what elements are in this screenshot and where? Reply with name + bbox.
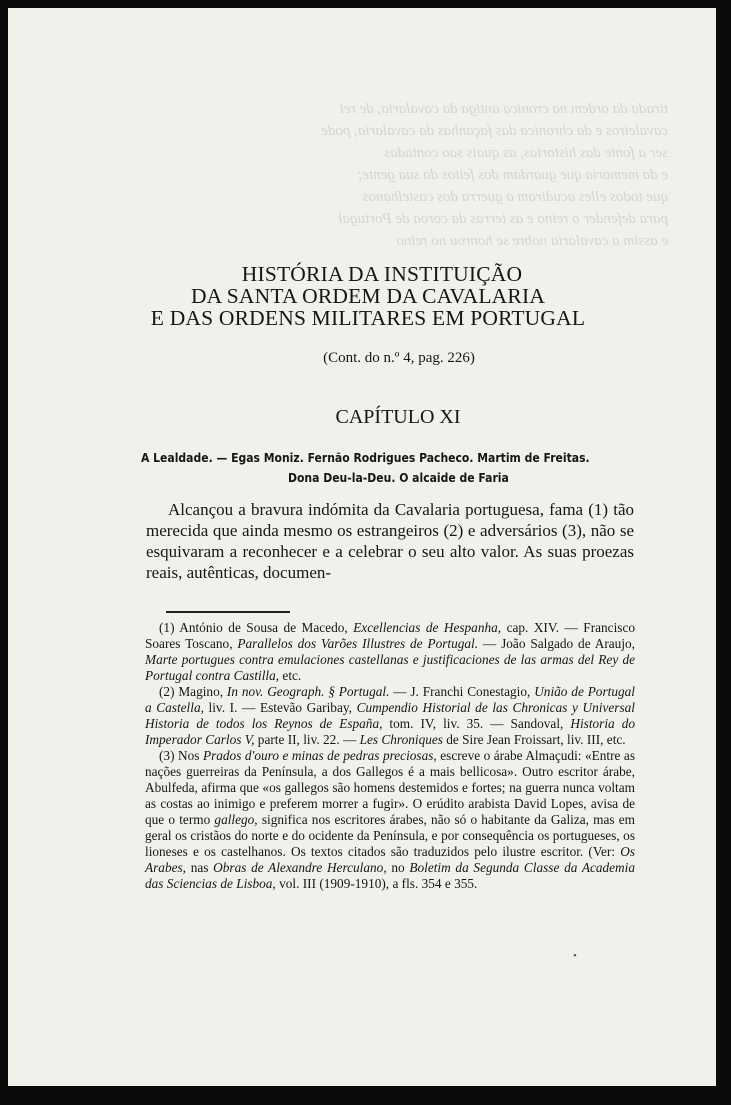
title-line-3: E DAS ORDENS MILITARES EM PORTUGAL — [150, 306, 586, 330]
document-page — [8, 8, 716, 1086]
footnote-3: (3) Nos Prados d'ouro e minas de pedras preciosas, escreve o árabe Almaçudi: «Entre as nações guerreiras da Península, a dos Gallegos é a mais bellicosa». Outro escritor árabe, Abulfeda, afirma que «os gallegos são homens destemidos e fortes; na guerra nunca voltam as costas ao inimigo e preferem morrer a fugir». O erúdito arabista David Lopes, avisa de que o termo gallego, significa nos escritores árabes, não só o habitante da Galiza, mas em geral os cristãos do norte e do ocidente da Península, e por consequência os portugueses, os lioneses e os castelhanos. Os textos citados são traduzidos pelo ilustre escritor. (Ver: Os Arabes, nas Obras de Alexandre Herculano, no Boletim da Segunda Classe da Academia das Sciencias de Lisboa, vol. III (1909-1910), a fls. 354 e 355. — [145, 748, 635, 891]
footnote-2: (2) Magino, In nov. Geograph. § Portugal. — J. Franchi Conestagio, União de Portugal a Castella, liv. I. — Estevão Garibay, Cumpendio Historial de las Chronicas y Universal Historia de todos los Reynos de España, tom. IV, liv. 35. — Sandoval, Historia do Imperador Carlos V, parte II, liv. 22. — Les Chroniques de Sire Jean Froissart, liv. III, etc. — [145, 684, 635, 747]
chapter-summary-line-1: A Lealdade. — Egas Moniz. Fernão Rodrigues Pacheco. Martim de Freitas. — [141, 450, 590, 465]
show-through-text: tirada da ordem na cronica antiga da cavalaria, de rei cavaleiros e da chronica das façanhas da cavalaria, pode ser a fonte das historias, as quais sao contadas e da memoria que guardam dos feitos da sua gente; que todos elles acudiram a guerra dos castelhanos para defender o reino e as terras da coroa de Portugal e assim a cavalaria nobre se honrou no reino — [321, 101, 668, 249]
title-line-2: DA SANTA ORDEM DA CAVALARIA — [190, 284, 546, 308]
footnotes — [145, 620, 635, 892]
body-text: Alcançou a bravura indómita da Cavalaria portuguesa, fama (1) tão merecida que ainda mesmo os estrangeiros (2) e adversários (3), não se esquivaram a reconhecer e a celebrar o seu alto valor. As suas proezas reais, autênticas, documen- — [146, 500, 634, 582]
chapter-heading: CAPÍTULO XI — [335, 406, 461, 428]
footnote-1: (1) António de Sousa de Macedo, Excellencias de Hespanha, cap. XIV. — Francisco Soares Toscano, Parallelos dos Varões Illustres de Portugal. — João Salgado de Araujo, Marte portugues contra emulaciones castellanas e justificaciones de las armas del Rey de Portugal contra Castilla, etc. — [145, 620, 635, 683]
continuation-note: (Cont. do n.º 4, pag. 226) — [323, 350, 475, 366]
chapter-summary-line-2: Dona Deu-la-Deu. O alcaide de Faria — [288, 470, 509, 485]
footnote-divider — [166, 611, 290, 613]
title-line-1: HISTÓRIA DA INSTITUIÇÃO — [241, 262, 523, 286]
body-paragraph — [146, 499, 634, 583]
paper-speck: • — [573, 950, 577, 962]
